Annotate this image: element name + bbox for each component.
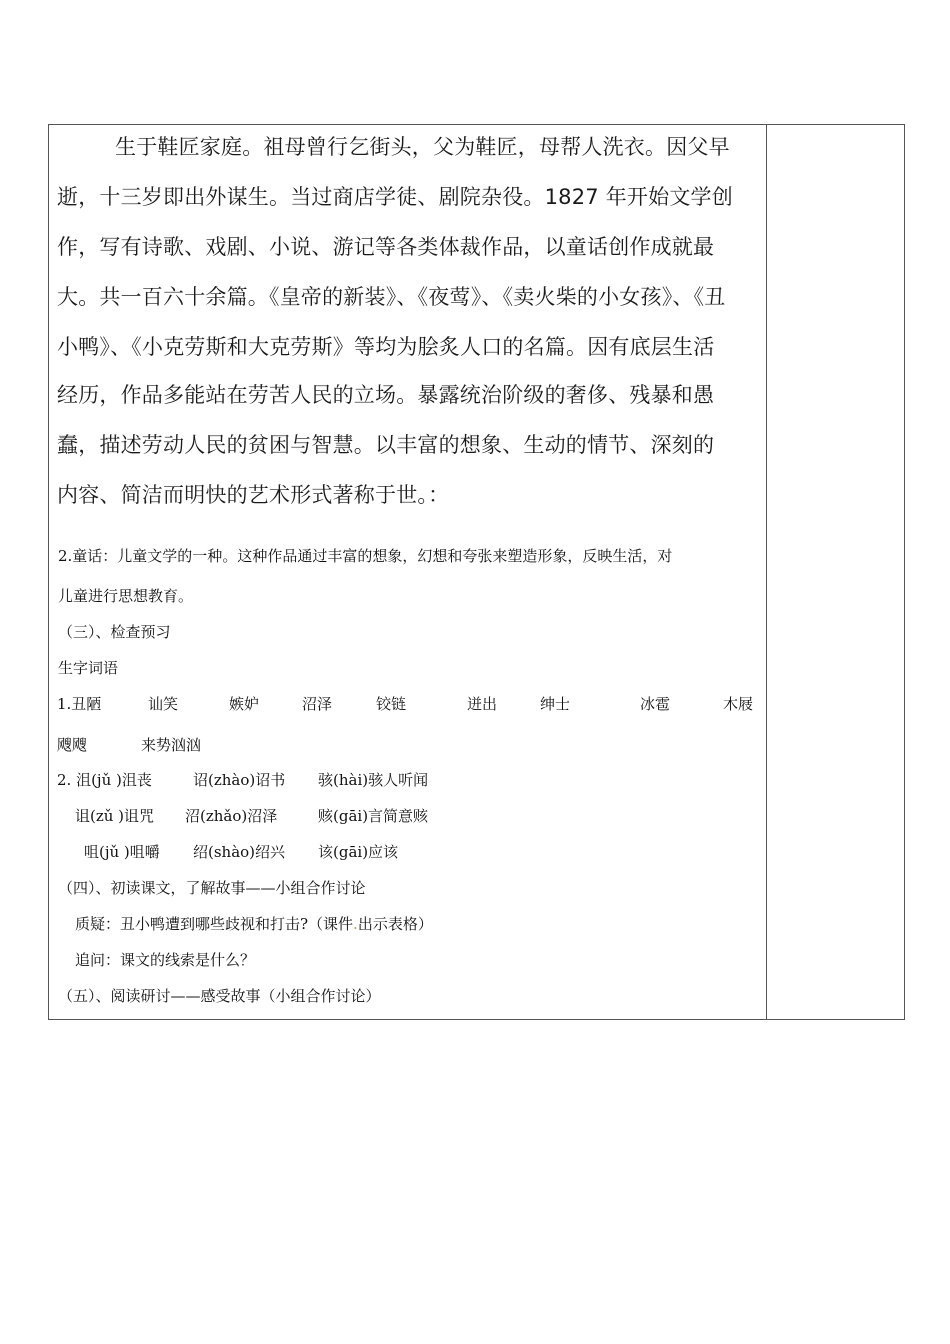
pinyin-entry: 咀(jǔ )咀嚼 [84, 843, 160, 861]
pinyin-row [57, 769, 757, 791]
vocab-row [57, 693, 757, 715]
bio-line: 作，写有诗歌、戏剧、小说、游记等各类体裁作品，以童话创作成就最 [57, 235, 715, 259]
pinyin-entry: 诅(zǔ )诅咒 [75, 807, 155, 825]
pinyin-entry: 赅(gāi)言简意赅 [318, 807, 429, 825]
followup-question: 追问：课文的线索是什么？ [75, 951, 256, 969]
vocab-word: 冰雹 [640, 695, 671, 713]
pinyin-entry: 绍(shào)绍兴 [193, 843, 286, 861]
vocab-word: 木屐 [723, 695, 754, 713]
vocab-word: 讪笑 [148, 695, 179, 713]
question-prompt [75, 913, 433, 934]
content-cell [48, 125, 767, 1019]
section-heading-reading-discussion: （五）、阅读研讨——感受故事（小组合作讨论） [58, 987, 381, 1005]
bio-line: 内容、简洁而明快的艺术形式著称于世。： [57, 483, 450, 507]
pinyin-entry: 骇(hài)骇人听闻 [318, 771, 429, 789]
question-text-cont: 出示表格） [357, 915, 433, 933]
bio-line: 经历，作品多能站在劳苦人民的立场。暴露统治阶级的奢侈、残暴和愚 [57, 383, 715, 407]
section-heading-check-preview: （三）、检查预习 [58, 623, 171, 641]
pinyin-entry: 诏(zhào)诏书 [193, 771, 286, 789]
vocab-word: 来势汹汹 [141, 736, 202, 754]
bio-line: 蠢，描述劳动人民的贫困与智慧。以丰富的想象、生动的情节、深刻的 [57, 433, 715, 457]
vocab-word: 绅士 [540, 695, 571, 713]
pinyin-row [57, 805, 757, 827]
pinyin-entry: 沼(zhǎo)沼泽 [185, 807, 278, 825]
question-text: 质疑：丑小鸭遭到哪些歧视和打击?（课件 [75, 915, 354, 933]
vocab-word: 沼泽 [302, 695, 333, 713]
notes-cell [767, 125, 905, 1019]
bio-line: 逝，十三岁即出外谋生。当过商店学徒、剧院杂役。1827 年开始文学创 [57, 185, 733, 209]
fairy-tale-definition-cont: 儿童进行思想教育。 [58, 587, 194, 605]
bio-line: 生于鞋匠家庭。祖母曾行乞街头，父为鞋匠，母帮人洗衣。因父早 [115, 135, 730, 159]
vocab-word: 飕飕 [57, 736, 88, 754]
bio-line: 大。共一百六十余篇。《皇帝的新装》、《夜莺》、《卖火柴的小女孩》、《丑 [57, 285, 726, 309]
vocab-word: 嫉妒 [229, 695, 260, 713]
section-heading-first-reading: （四）、初读课文，了解故事——小组合作讨论 [58, 879, 366, 897]
lesson-table [48, 124, 905, 1020]
vocab-word: 1.丑陋 [57, 695, 102, 713]
new-words-heading: 生字词语 [58, 659, 119, 677]
pinyin-entry: 该(gāi)应该 [318, 843, 399, 861]
fairy-tale-definition: 2.童话：儿童文学的一种。这种作品通过丰富的想象，幻想和夸张来塑造形象，反映生活，对 [58, 547, 673, 565]
vocab-row [57, 734, 757, 756]
vocab-word: 铰链 [376, 695, 407, 713]
vocab-word: 迸出 [467, 695, 498, 713]
stray-mark-icon: . [353, 915, 358, 933]
bio-line: 小鸭》、《小克劳斯和大克劳斯》等均为脍炙人口的名篇。因有底层生活 [57, 335, 715, 359]
pinyin-row [57, 841, 757, 863]
pinyin-entry: 2. 沮(jǔ )沮丧 [57, 771, 152, 789]
